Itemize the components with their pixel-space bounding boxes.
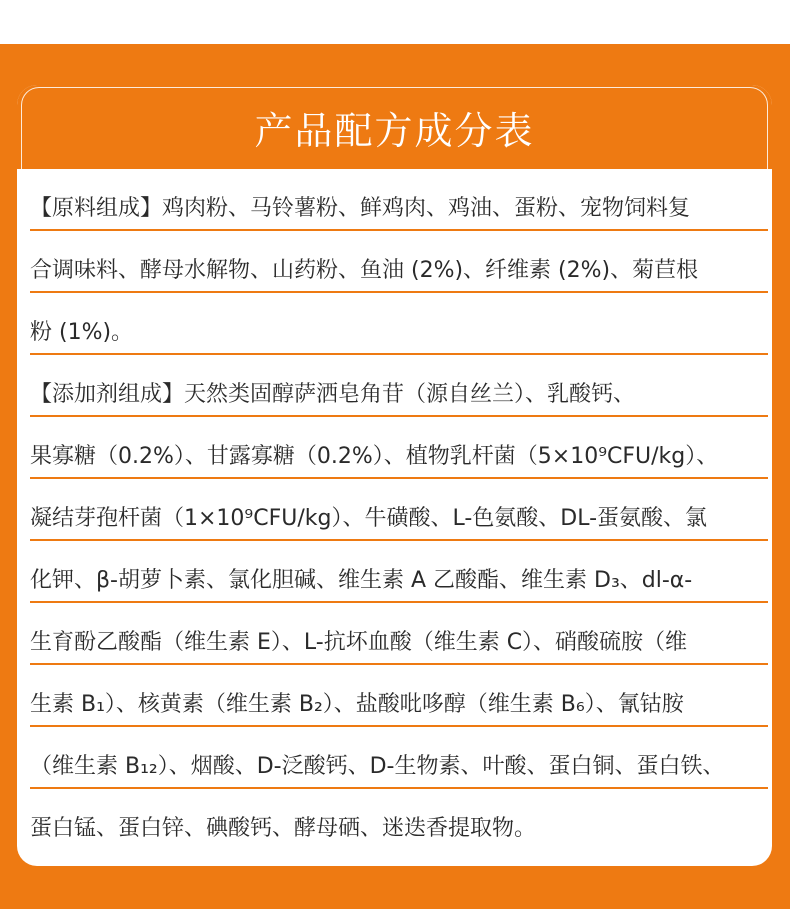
text-line: 凝结芽孢杆菌（1×10⁹CFU/kg）、牛磺酸、L-色氨酸、DL-蛋氨酸、氯 <box>30 479 768 541</box>
text-line-raw-materials: 【原料组成】鸡肉粉、马铃薯粉、鲜鸡肉、鸡油、蛋粉、宠物饲料复 <box>30 169 768 231</box>
text-line: 生育酚乙酸酯（维生素 E）、L-抗坏血酸（维生素 C）、硝酸硫胺（维 <box>30 603 768 665</box>
text-line: 蛋白锰、蛋白锌、碘酸钙、酵母硒、迷迭香提取物。 <box>30 816 537 841</box>
text-line: 生素 B₁）、核黄素（维生素 B₂）、盐酸吡哆醇（维生素 B₆）、氰钴胺 <box>30 665 768 727</box>
text-line: 化钾、β-胡萝卜素、氯化胆碱、维生素 A 乙酸酯、维生素 D₃、dl-α- <box>30 541 768 603</box>
text-line: 粉 (1%)。 <box>30 293 768 355</box>
text-line: 合调味料、酵母水解物、山药粉、鱼油 (2%)、纤维素 (2%)、菊苣根 <box>30 231 768 293</box>
title-bar <box>17 85 772 169</box>
ingredient-card <box>17 85 772 866</box>
text-line: （维生素 B₁₂）、烟酸、D-泛酸钙、D-生物素、叶酸、蛋白铜、蛋白铁、 <box>30 727 768 789</box>
orange-frame <box>0 44 790 909</box>
page-title: 产品配方成分表 <box>254 109 535 153</box>
text-line-additives: 【添加剂组成】天然类固醇萨洒皂角苷（源自丝兰）、乳酸钙、 <box>30 355 768 417</box>
text-line: 果寡糖（0.2%）、甘露寡糖（0.2%）、植物乳杆菌（5×10⁹CFU/kg）、 <box>30 417 768 479</box>
